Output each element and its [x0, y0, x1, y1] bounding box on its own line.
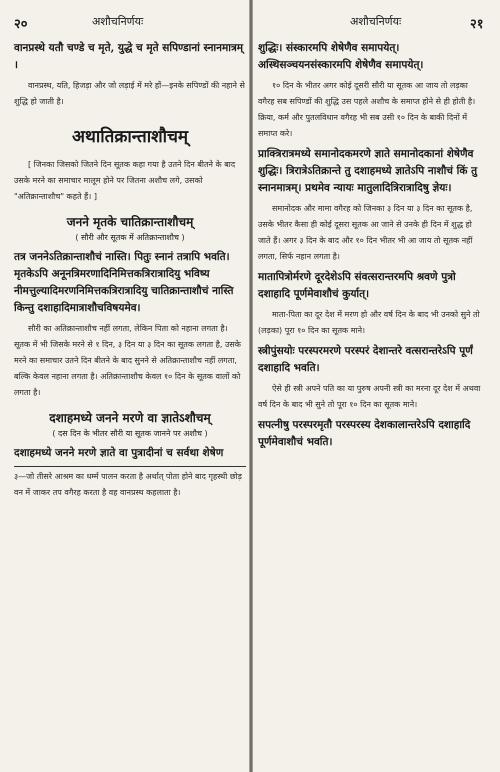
subsection-heading: जनने मृतके चातिक्रान्ताशौचम् [66, 215, 194, 229]
hindi-translation: वानप्रस्थ, यति, हिजड़ा और जो लड़ाई में मरे हों—इनके सपिण्डों की नहाने से शुद्धि हो जाती है। [14, 81, 245, 106]
left-page-number: २० [14, 17, 28, 32]
hindi-note: [ जिनका जिसको जितने दिन सूतक कहा गया है उतने दिन बीतने के बाद उसके मरने का समाचार मालूम होने पर जितना अशौच लगे, उसको "अतिक्रान्ताशौच" कहते हैं। ] [14, 160, 236, 201]
sanskrit-verse: प्राक्त्रिरात्रमध्ये समानोदकमरणे ज्ञाते समानोदकानां शेषेणैव शुद्धिः। त्रिरात्रेऽतिक्रान्ते तु दशाहमध्ये ज्ञातेऽपि नाशौचं किं तु स्नानमात्रम्। प्रथमेव न्यायः मातुलादित्रिरात्रादिषु ज्ञेयः। [258, 148, 478, 194]
hindi-translation: समानोदक और मामा वगैरह को जिनका ३ दिन या ३ दिन का सूतक है, उसके भीतर कैसा ही कोई दूसरा सूतक आ जाने से उनके ही दिन में शुद्ध हो जाते हैं। अगर ३ दिन के बाद और १० दिन भीतर भी आ जाय तो सूतक नहीं लगता, सिर्फ नहान लगता है। [258, 204, 473, 261]
subsection-subtitle: ( सौरी और सूतक में अतिक्रान्ताशौच ) [75, 233, 185, 242]
hindi-translation: १० दिन के भीतर अगर कोई दूसरी सौरी या सूतक आ जाय तो लड़का वगैरह सब सपिण्डों की शुद्धि उस पहले अशौच के समाप्त होने से ही होती है। क्रिया, कर्म और पुतलविधान वगैरह भी सब उसी १० दिन के बाकी दिनों में समाप्त करे। [258, 81, 476, 138]
sanskrit-verse: सपत्नीषु परस्परमृतौ परस्परस्य देशकालान्तरेऽपि दशाहादि पूर्णमेवाशौचं भवति। [258, 419, 471, 448]
sanskrit-verse: मातापित्रोर्मरणे दूरदेशेऽपि संवत्सरान्तरमपि श्रवणे पुत्रो दशाहादि पूर्णमेवाशौचं कुर्यात्। [258, 271, 456, 300]
right-page [252, 0, 500, 772]
hindi-translation: सौरी का अतिक्रान्ताशौच नहीं लगता, लेकिन पिता को नहाना लगता है। सूतक में भी जिसके मरने से १ दिन, ३ दिन या ३ दिन का सूतक लगता है, उसके मरने का समाचार उतने दिन बीतने के बाद सुनने से अतिक्रान्ताशौच नहीं लगता, बल्कि केवल नहाना लगता है। अतिक्रान्ताशौच केवल १० दिन के सूतक वालों को लगता है। [14, 324, 241, 397]
sanskrit-verse: दशाहमध्ये जनने मरणे ज्ञाते वा पुत्रादीनां च सर्वथा शेषेण [14, 447, 224, 459]
sanskrit-verse: स्त्रीपुंसयोः परस्परमरणे परस्परं देशान्तरे वत्सरान्तरेऽपि पूर्णं दशाहादि भवति। [258, 345, 473, 374]
subsection-subtitle: ( दस दिन के भीतर सौरी या सूतक जानने पर अशौच ) [52, 429, 208, 438]
right-running-title: अशौचनिर्णयः [350, 15, 402, 28]
left-running-title: अशौचनिर्णयः [92, 15, 144, 28]
footnote: ३—जो तीसरे आश्रम का धर्म्म पालन करता है अर्थात् पोता होने बाद गृहस्थी छोड़ वन में जाकर तप वगैरह करता है वह वानप्रस्थ कहलाता है। [14, 472, 242, 497]
sanskrit-verse: तत्र जननेऽतिक्रान्ताशौचं नास्ति। पितुः स्नानं तत्रापि भवति। मृतकेऽपि अनूनत्रिमरणादिनिमित्तकत्रिरात्रादियु भविष्य नीमत्तुल्यादिमरणनिमित्तकत्रिरात्रादियु चातिक्रान्ताशौचं नास्ति किन्तु दशाहादिमात्राशौचविषयमेव। [14, 251, 234, 314]
sanskrit-verse: शुद्धिः। संस्कारमपि शेषेणैव समापयेत्। अस्थिसञ्चयनसंस्कारमपि शेषेणैव समापयेत्। [258, 42, 424, 71]
section-heading: अथातिक्रान्ताशौचम् [71, 127, 189, 147]
right-page-number: २१ [470, 17, 484, 32]
footnote-divider [14, 466, 246, 467]
hindi-translation: माता-पिता का दूर देश में मरण हो और वर्ष दिन के बाद भी उनको सुने तो (लड़का) पूरा १० दिन का सूतक माने। [258, 310, 480, 335]
sanskrit-verse: वानप्रस्थे यतौ चण्डे च मृते, युद्धे च मृते सपिण्डानां स्नानमात्रम् । [14, 42, 244, 71]
subsection-heading: दशाहमध्ये जनने मरणे वा ज्ञातेऽशौचम् [49, 411, 211, 425]
hindi-translation: ऐसे ही स्त्री अपने पति का या पुरुष अपनी स्त्री का मरना दूर देश में अथवा वर्ष दिन के बाद भी सुने तो पूरा १० दिन का सूतक माने। [258, 384, 481, 409]
